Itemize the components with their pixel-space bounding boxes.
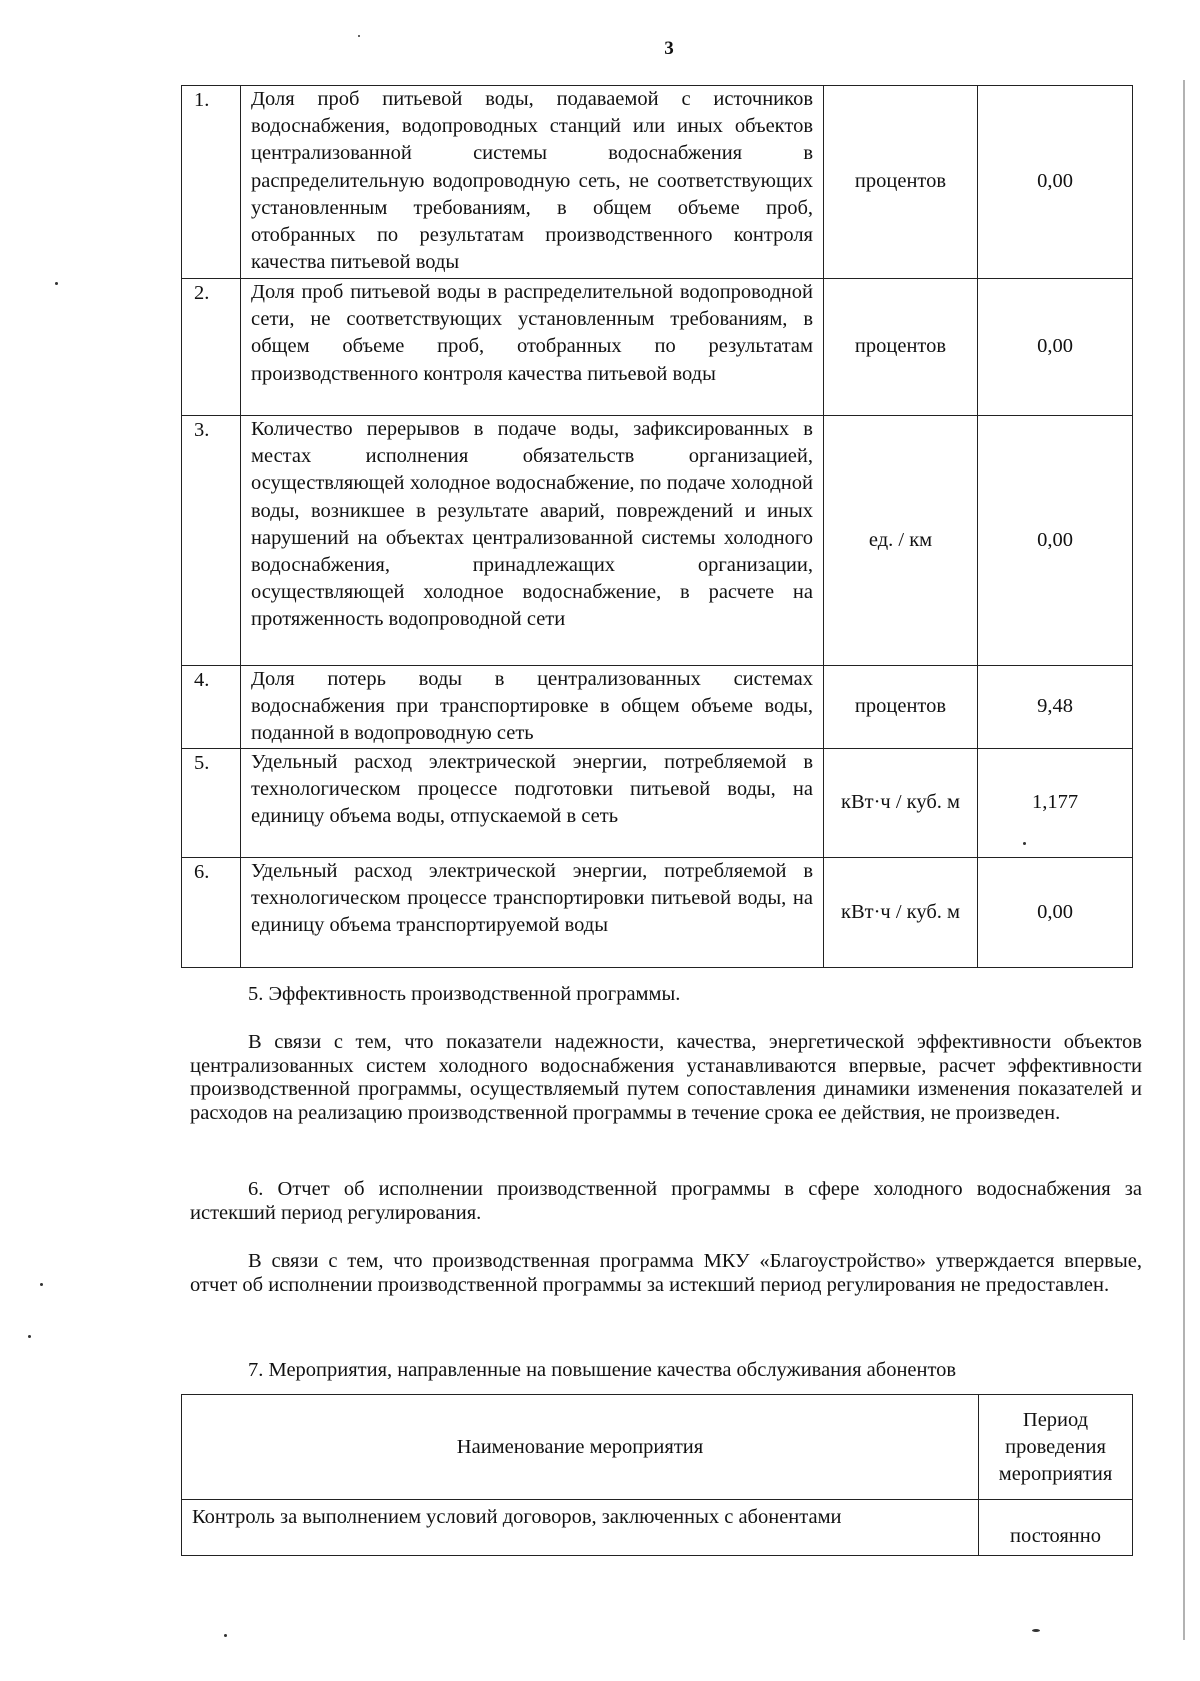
indicator-unit: кВт·ч / куб. м [824, 748, 978, 857]
measures-table [181, 1394, 1133, 1556]
indicator-value: 0,00 [978, 857, 1133, 967]
measure-period: постоянно [979, 1500, 1133, 1556]
indicator-description: Доля потерь воды в централизованных системах водоснабжения при транспортировке в общем объеме воды, поданной в водопроводную сеть [241, 666, 824, 749]
scan-speck [1023, 842, 1026, 845]
indicator-unit: процентов [824, 86, 978, 279]
indicator-value: 0,00 [978, 86, 1133, 279]
indicator-value: 1,177 [978, 748, 1133, 857]
indicator-unit: процентов [824, 279, 978, 416]
section-5-heading: 5. Эффективность производственной программы. [248, 983, 681, 1005]
row-number: 2. [182, 279, 241, 416]
indicator-description: Доля проб питьевой воды, подаваемой с источников водоснабжения, водопроводных станций или иных объектов централизованной системы водоснабжения в распределительную водопроводную сеть, не соответствующих установленным требованиям, в общем объеме проб, отобранных по результатам производственного контроля качества питьевой воды [241, 86, 824, 279]
table-header-row [182, 1395, 1133, 1500]
section-6-text: В связи с тем, что производственная программа МКУ «Благоустройство» утверждается впервые, отчет об исполнении производственной программы за истекший период регулирования не предоставлен. [190, 1250, 1142, 1296]
indicator-description: Удельный расход электрической энергии, потребляемой в технологическом процессе транспортировки питьевой воды, на единицу объема транспортируемой воды [241, 857, 824, 967]
indicator-value: 9,48 [978, 666, 1133, 749]
row-number: 1. [182, 86, 241, 279]
row-number: 3. [182, 416, 241, 666]
indicators-table [181, 85, 1133, 968]
measure-name: Контроль за выполнением условий договоров, заключенных с абонентами [182, 1500, 979, 1556]
indicator-unit: кВт·ч / куб. м [824, 857, 978, 967]
row-number: 4. [182, 666, 241, 749]
table-row [182, 279, 1133, 416]
row-number: 5. [182, 748, 241, 857]
indicator-unit: ед. / км [824, 416, 978, 666]
indicator-value: 0,00 [978, 279, 1133, 416]
scan-speck [40, 1283, 43, 1286]
column-header-period: Период проведения мероприятия [979, 1395, 1133, 1500]
indicator-description: Количество перерывов в подаче воды, зафиксированных в местах исполнения обязательств организацией, осуществляющей холодное водоснабжение, по подаче холодной воды, возникшее в результате аварий, повреждений и иных нарушений на объектах централизованной системы холодного водоснабжения, принадлежащих организации, осуществляющей холодное водоснабжение, в расчете на протяженность водопроводной сети [241, 416, 824, 666]
table-row [182, 416, 1133, 666]
table-row [182, 1500, 1133, 1556]
scan-speck [358, 35, 360, 37]
indicator-description: Доля проб питьевой воды в распределительной водопроводной сети, не соответствующих установленным требованиям, в общем объеме проб, отобранных по результатам производственного контроля качества питьевой воды [241, 279, 824, 416]
page-number: 3 [664, 38, 674, 59]
section-7-heading: 7. Мероприятия, направленные на повышение качества обслуживания абонентов [248, 1359, 957, 1381]
scan-speck [1032, 1629, 1040, 1632]
column-header-name: Наименование мероприятия [182, 1395, 979, 1500]
table-row [182, 857, 1133, 967]
section-5-text: В связи с тем, что показатели надежности, качества, энергетической эффективности объектов централизованных систем холодного водоснабжения устанавливаются впервые, расчет эффективности производственной программы, осуществляемый путем сопоставления динамики изменения показателей и расходов на реализацию производственной программы в течение срока ее действия, не произведен. [190, 1031, 1142, 1124]
table-row [182, 666, 1133, 749]
row-number: 6. [182, 857, 241, 967]
scan-speck [224, 1634, 227, 1637]
scan-speck [28, 1335, 31, 1338]
scan-edge-line [1183, 80, 1185, 1640]
scan-speck [55, 282, 58, 285]
table-row [182, 748, 1133, 857]
table-row [182, 86, 1133, 279]
section-6-heading: 6. Отчет об исполнении производственной программы в сфере холодного водоснабжения за истекший период регулирования. [190, 1178, 1142, 1224]
indicator-unit: процентов [824, 666, 978, 749]
indicator-description: Удельный расход электрической энергии, потребляемой в технологическом процессе подготовки питьевой воды, на единицу объема воды, отпускаемой в сеть [241, 748, 824, 857]
indicator-value: 0,00 [978, 416, 1133, 666]
